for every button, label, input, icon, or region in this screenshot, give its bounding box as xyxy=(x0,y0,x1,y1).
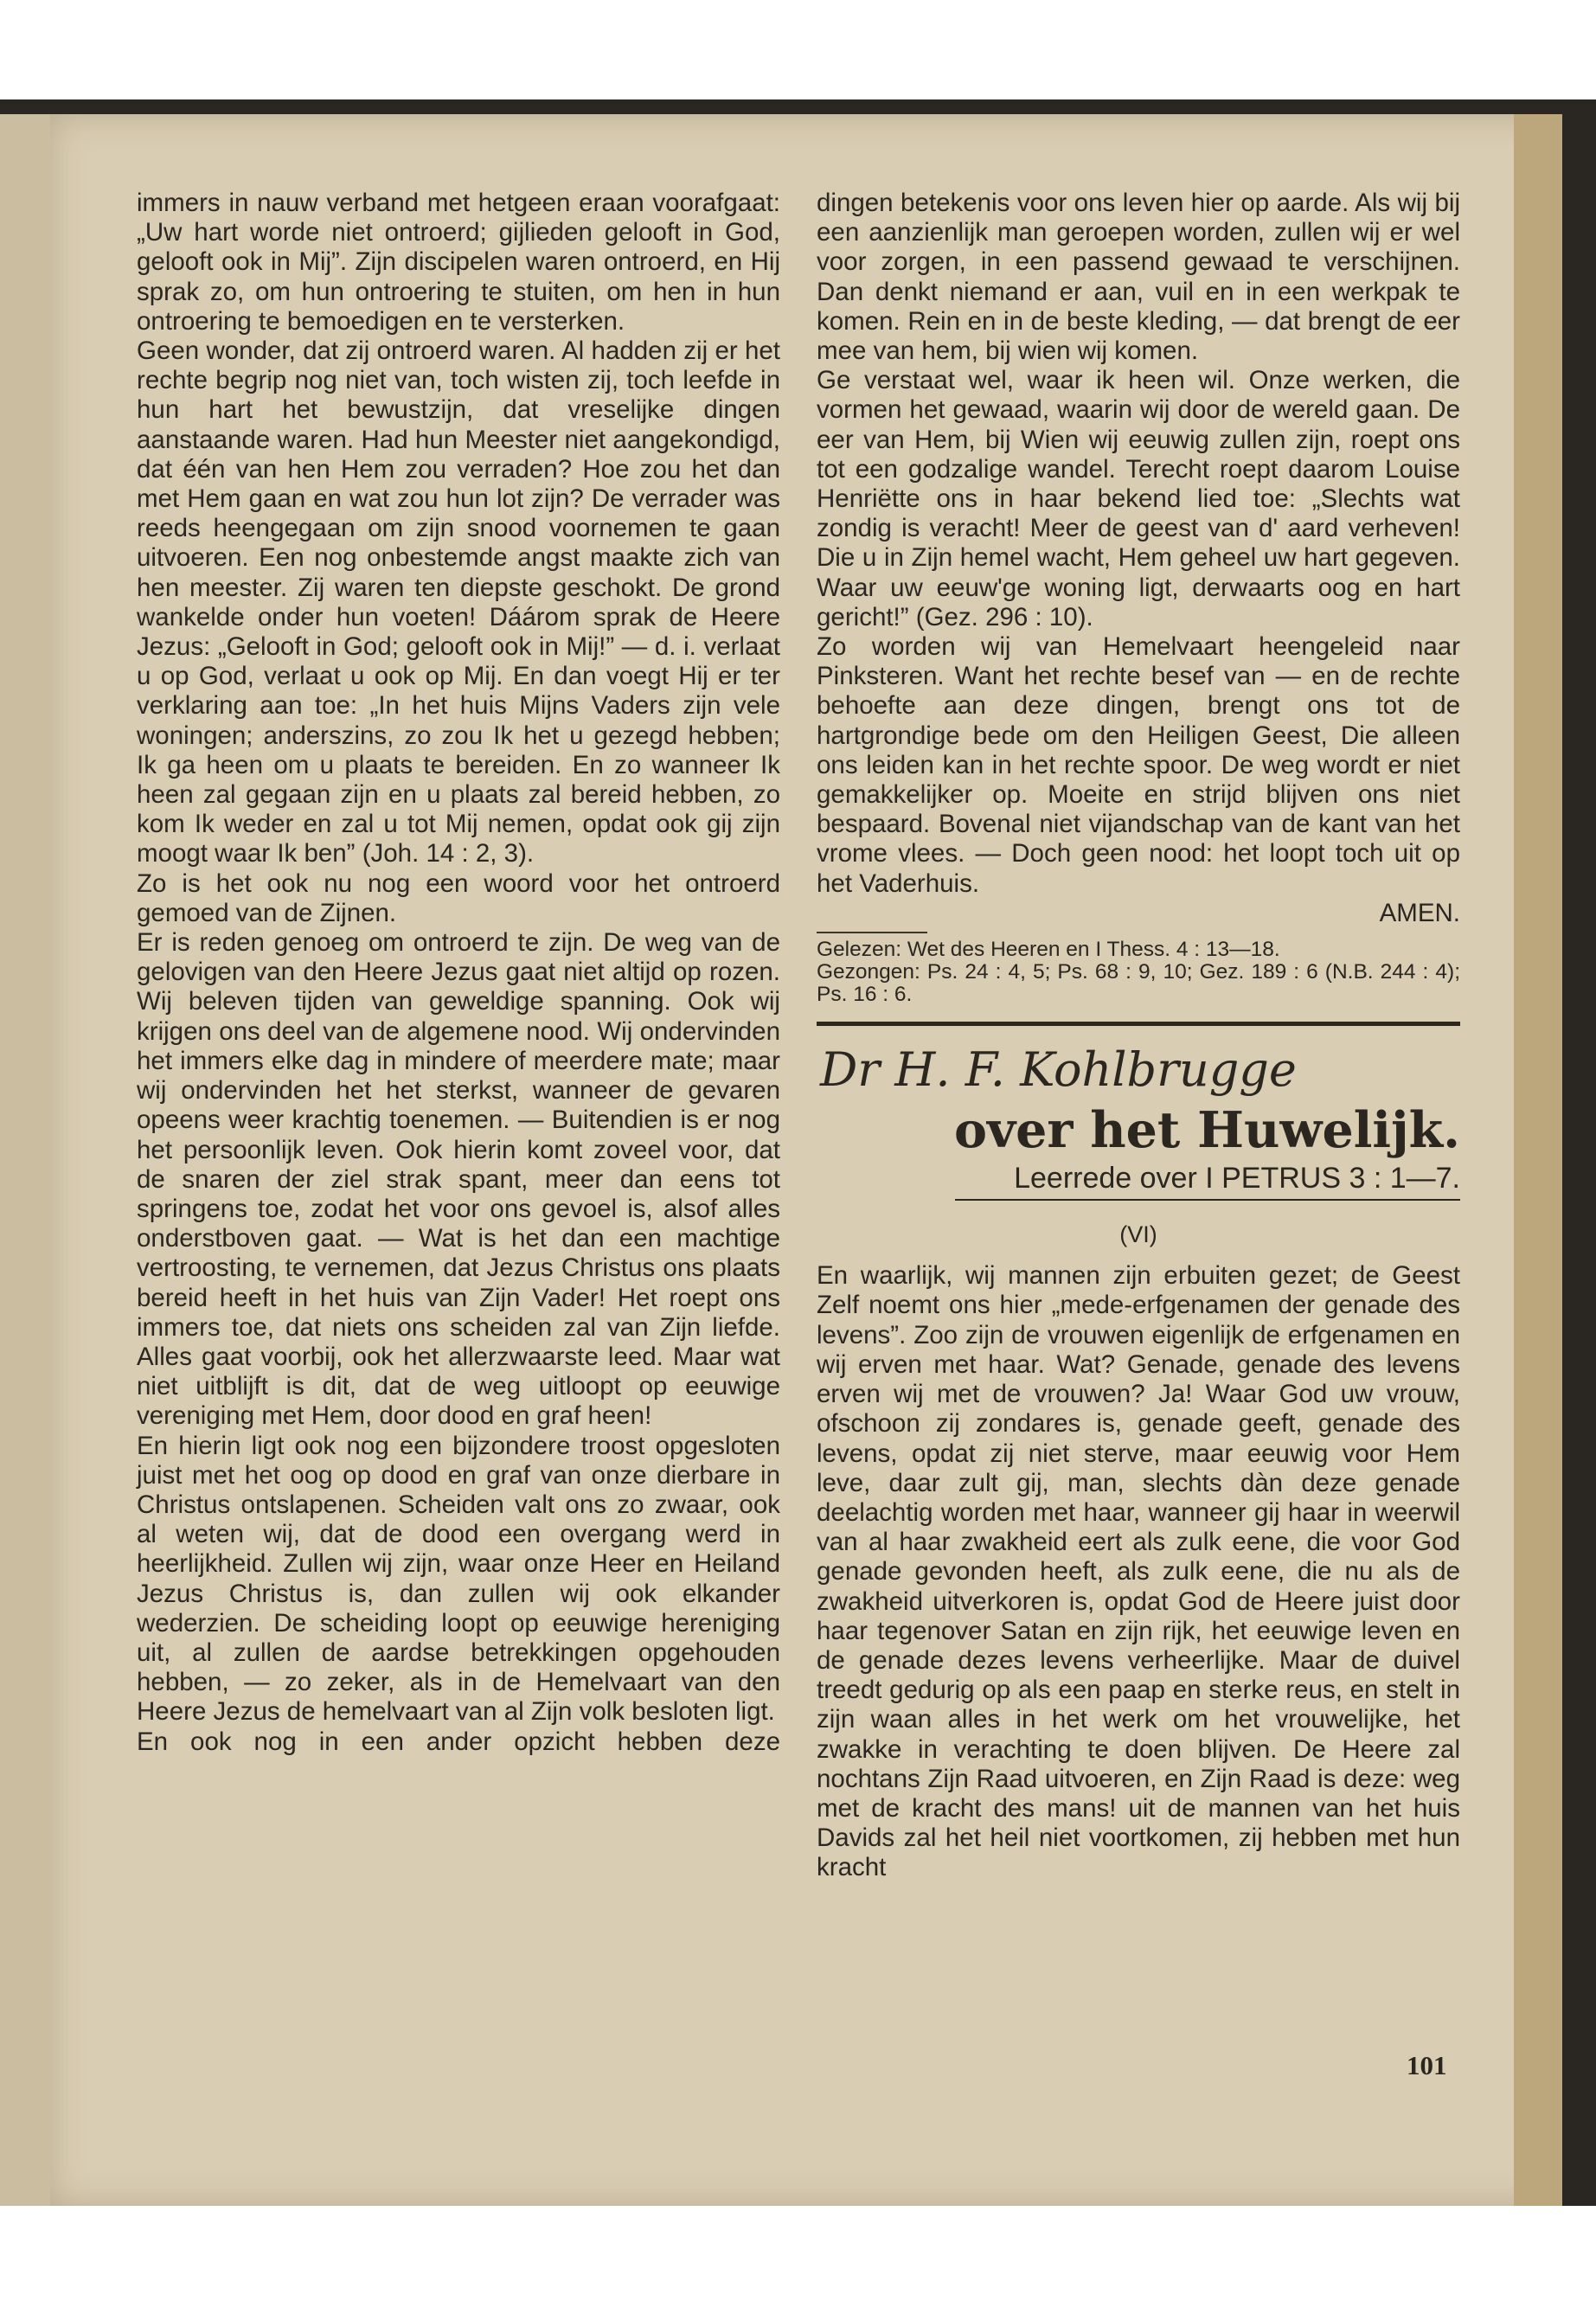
article-body: En waarlijk, wij mannen zijn erbuiten gezet; de Geest Zelf noemt ons hier „mede-erfgenamen der genade des levens”. Zoo zijn de vrouwen eigenlijk de erfgenamen en wij erven met haar. Wat? Genade, genade des levens erven wij met de vrouwen? Ja! Waar God uw vrouw, ofschoon zij zondares is, genade geeft, genade des levens, opdat zij niet sterve, maar eeuwig voor Hem leve, daar zult gij, man, slechts dàn deze genade deelachtig worden met haar, wanneer gij haar in weerwil van al haar zwakheid eert als zulk eene, die voor God genade gevonden heeft, als zulk eene, die nu als de zwakheid uitverkoren is, opdat God de Heere juist door haar tegenover Satan en zijn rijk, het eeuwige leven en de genade dezes levens verheerlijke. Maar de duivel treedt gedurig op als een paap en sterke reus, en stelt in zijn waan alles in het werk om het vrouwelijke, het zwakke in verachting te doen blijven. De Heere zal nochtans Zijn Raad uitvoeren, en Zijn Raad is deze: weg met de kracht des mans! uit de mannen van het huis Davids zal het heil niet voortkomen, zij hebben met hun kracht xyxy=(817,1261,1460,1882)
previous-page-edge xyxy=(0,114,53,2206)
left-paragraph: En hierin ligt ook nog een bijzondere troost opgesloten juist met het oog op dood en graf van onze dierbare in Christus ontslapenen. Scheiden valt ons zo zwaar, ook al weten wij, dat de dood een overgang werd in heerlijkheid. Zullen wij zijn, waar onze Heer en Heiland Jezus Christus is, dan zullen wij ook elkander wederzien. De scheiding loopt op eeuwige hereniging uit, al zullen de aardse betrekkingen opgehouden hebben, — zo zeker, als in de Hemelvaart van den Heere Jezus de hemelvaart van al Zijn volk besloten ligt. xyxy=(137,1431,780,1727)
article-author: Dr H. F. Kohlbrugge xyxy=(820,1042,1297,1098)
left-paragraph: En ook nog in een ander opzicht hebben deze xyxy=(137,1727,780,1756)
left-paragraph: Er is reden genoeg om ontroerd te zijn. De weg van de gelovigen van den Heere Jezus gaat niet altijd op rozen. Wij beleven tijden van geweldige spanning. Ook wij krijgen ons deel van de algemene nood. Wij ondervinden het immers elke dag in mindere of meerdere mate; maar wij ondervinden het het sterkst, wanneer de gevaren opeens weer krachtig toenemen. — Buitendien is er nog het persoonlijk leven. Ook hierin komt zoveel voor, dat de snaren der ziel strak spant, meer dan eens tot springens toe, zodat het voor ons gevoel is, alsof alles onderstboven gaat. — Wat is het dan een machtige vertroosting, te vernemen, dat Jezus Christus ons plaats bereid heeft in het huis van Zijn Vader! Het roept ons immers toe, dat niets ons scheiden zal van Zijn liefde. Alles gaat voorbij, ook het allerzwaarste leed. Maar wat niet uitblijft is dit, dat de weg uitloopt op eeuwige vereniging met Hem, door dood en graf heen! xyxy=(137,928,780,1431)
amen: AMEN. xyxy=(1379,898,1460,927)
section-divider xyxy=(817,1022,1460,1026)
short-rule xyxy=(817,932,927,933)
right-paragraph: dingen betekenis voor ons leven hier op aarde. Als wij bij een aanzienlijk man geroepen worden, zullen wij er wel voor zorgen, in een passend gewaad te verschijnen. Dan denkt niemand er aan, vuil en in een werkpak te komen. Rein en in de beste kleding, — dat brengt de eer mee van hem, bij wien wij komen. xyxy=(817,189,1460,366)
article-title: over het Huwelijk. xyxy=(953,1101,1460,1160)
left-paragraph: Geen wonder, dat zij ontroerd waren. Al hadden zij er het rechte begrip nog niet van, toch wisten zij, toch leefde in hun hart het bewustzijn, dat vreselijke dingen aanstaande waren. Had hun Meester niet aangekondigd, dat één van hen Hem zou verraden? Hoe zou het dan met Hem gaan en wat zou hun lot zijn? De verrader was reeds heengegaan om zijn snood voornemen te gaan uitvoeren. Een nog onbestemde angst maakte zich van hen meester. Zij waren ten diepste geschokt. De grond wankelde onder hun voeten! Dáárom sprak de Heere Jezus: „Gelooft in God; gelooft ook in Mij!” — d. i. verlaat u op God, verlaat u ook op Mij. En dan voegt Hij er ter verklaring aan toe: „In het huis Mijns Vaders zijn vele woningen; anderszins, zo zou Ik het u gezegd hebben; Ik ga heen om u plaats te bereiden. En zo wanneer Ik heen zal gegaan zijn en u plaats zal bereid hebben, zo kom Ik weder en zal u tot Mij nemen, opdat ook gij zijn moogt waar Ik ben” (Joh. 14 : 2, 3). xyxy=(137,336,780,868)
gelezen-note: Gelezen: Wet des Heeren en I Thess. 4 : 13—18. xyxy=(817,938,1280,962)
right-paragraph: Ge verstaat wel, waar ik heen wil. Onze werken, die vormen het gewaad, waarin wij door de wereld gaan. De eer van Hem, bij Wien wij eeuwig zullen zijn, roept ons tot een godzalige wandel. Terecht roept daarom Louise Henriëtte ons in haar bekend lied toe: „Slechts wat zondig is veracht! Meer de geest van d' aard verheven! Die u in Zijn hemel wacht, Hem geheel uw hart gegeven. Waar uw eeuw'ge woning ligt, derwaarts oog en hart gericht!” (Gez. 296 : 10). xyxy=(817,366,1460,631)
right-column xyxy=(817,189,1460,1883)
left-column xyxy=(137,189,780,1757)
article-subtitle: Leerrede over I PETRUS 3 : 1—7. xyxy=(1014,1162,1460,1195)
subtitle-rule xyxy=(955,1199,1460,1201)
left-paragraph: Zo is het ook nu nog een woord voor het ontroerd gemoed van de Zijnen. xyxy=(137,868,780,927)
right-paragraph: Zo worden wij van Hemelvaart heengeleid naar Pinksteren. Want het rechte besef van — en de rechte behoefte aan deze dingen, brengt ons tot de hartgrondige bede om den Heiligen Geest, Die alleen ons leiden kan in het rechte spoor. De weg wordt er niet gemakkelijker op. Moeite en strijd blijven ons niet bespaard. Bovenal niet vijandschap van de kant van het vrome vlees. — Doch geen nood: het loopt toch uit op het Vaderhuis. xyxy=(817,632,1460,898)
gezongen-note: Gezongen: Ps. 24 : 4, 5; Ps. 68 : 9, 10; Gez. 189 : 6 (N.B. 244 : 4); Ps. 16 : 6. xyxy=(817,960,1460,1007)
article-part: (VI) xyxy=(1119,1221,1157,1248)
page-number: 101 xyxy=(1407,2050,1447,2080)
binding-edge xyxy=(1514,114,1562,2206)
left-paragraph: immers in nauw verband met hetgeen eraan voorafgaat: „Uw hart worde niet ontroerd; gijlieden gelooft in God, gelooft ook in Mij”. Zijn discipelen waren ontroerd, en Hij sprak zo, om hun ontroering te stuiten, om hen in hun ontroering te bemoedigen en te versterken. xyxy=(137,189,780,336)
